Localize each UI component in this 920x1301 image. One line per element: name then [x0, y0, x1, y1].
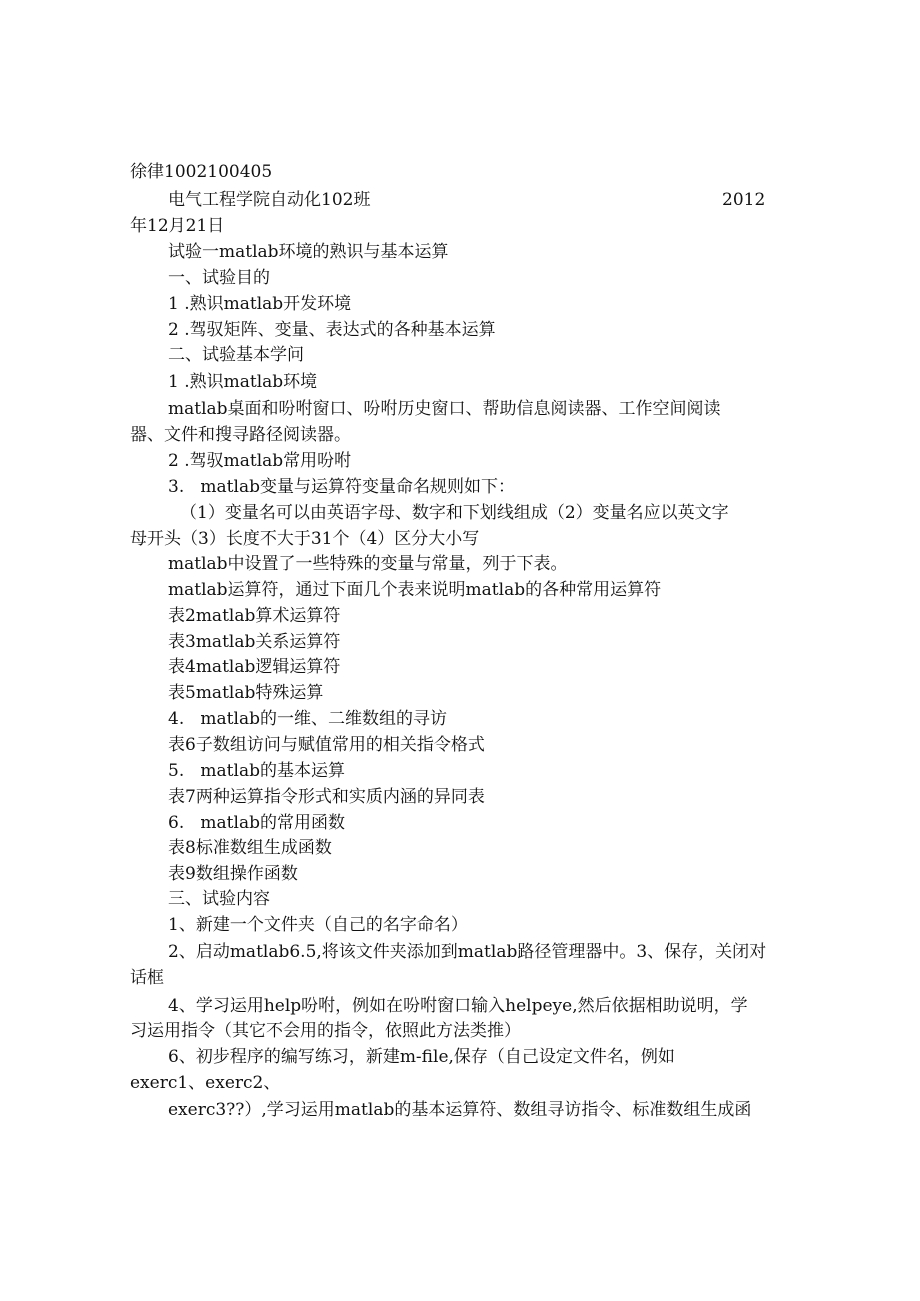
text-line: 4. matlab的一维、二维数组的寻访 — [168, 709, 447, 729]
text-line: 表4matlab逻辑运算符 — [168, 657, 341, 677]
text-line: 1、新建一个文件夹（自己的名字命名） — [168, 915, 468, 935]
affiliation-line: 电气工程学院自动化102班 — [168, 190, 371, 210]
text-line: 2 .驾驭matlab常用吩咐 — [168, 451, 352, 471]
text-line: 表5matlab特殊运算 — [168, 683, 324, 703]
author-line: 徐律1002100405 — [130, 162, 273, 182]
text-line: 表6子数组访问与赋值常用的相关指令格式 — [168, 735, 485, 755]
text-line: 习运用指令（其它不会用的指令，依照此方法类推） — [130, 1021, 521, 1041]
text-line: 5. matlab的基本运算 — [168, 761, 345, 781]
text-line: 表8标准数组生成函数 — [168, 838, 332, 858]
text-line: 1 .熟识matlab环境 — [168, 372, 318, 392]
text-line: 三、试验内容 — [168, 889, 270, 909]
text-line: 话框 — [130, 968, 164, 988]
text-line: matlab桌面和吩咐窗口、吩咐历史窗口、帮助信息阅读器、工作空间阅读 — [168, 399, 721, 419]
text-line: 6、初步程序的编写练习，新建m-file,保存（自己设定文件名，例如 — [168, 1047, 675, 1067]
text-line: 表7两种运算指令形式和实质内涵的异同表 — [168, 787, 485, 807]
text-line: 一、试验目的 — [168, 268, 270, 288]
text-line: 3. matlab变量与运算符变量命名规则如下： — [168, 477, 515, 497]
text-line: 4、学习运用help吩咐，例如在吩咐窗口输入helpeye,然后依据相助说明，学 — [168, 996, 748, 1016]
text-line: 6. matlab的常用函数 — [168, 813, 345, 833]
text-line: matlab中设置了一些特殊的变量与常量，列于下表。 — [168, 554, 568, 574]
text-line: 二、试验基本学问 — [168, 345, 304, 365]
text-line: 表2matlab算术运算符 — [168, 606, 341, 626]
document-title: 试验一matlab环境的熟识与基本运算 — [168, 242, 449, 262]
text-line: exerc1、exerc2、 — [130, 1073, 281, 1093]
text-line: 表3matlab关系运算符 — [168, 632, 341, 652]
text-line: 表9数组操作函数 — [168, 864, 298, 884]
text-line: 器、文件和搜寻路径阅读器。 — [130, 425, 351, 445]
text-line: （1）变量名可以由英语字母、数字和下划线组成（2）变量名应以英文字 — [180, 503, 729, 523]
text-line: 1 .熟识matlab开发环境 — [168, 294, 352, 314]
date-year: 2012 — [722, 190, 766, 210]
text-line: matlab运算符，通过下面几个表来说明matlab的各种常用运算符 — [168, 580, 662, 600]
text-line: 母开头（3）长度不大于31个（4）区分大小写 — [130, 529, 480, 549]
text-line: 2、启动matlab6.5,将该文件夹添加到matlab路径管理器中。3、保存，关闭对 — [168, 942, 767, 962]
date-line: 年12月21日 — [130, 216, 225, 236]
text-line: 2 .驾驭矩阵、变量、表达式的各种基本运算 — [168, 320, 496, 340]
text-line: exerc3??）,学习运用matlab的基本运算符、数组寻访指令、标准数组生成函 — [168, 1100, 752, 1120]
